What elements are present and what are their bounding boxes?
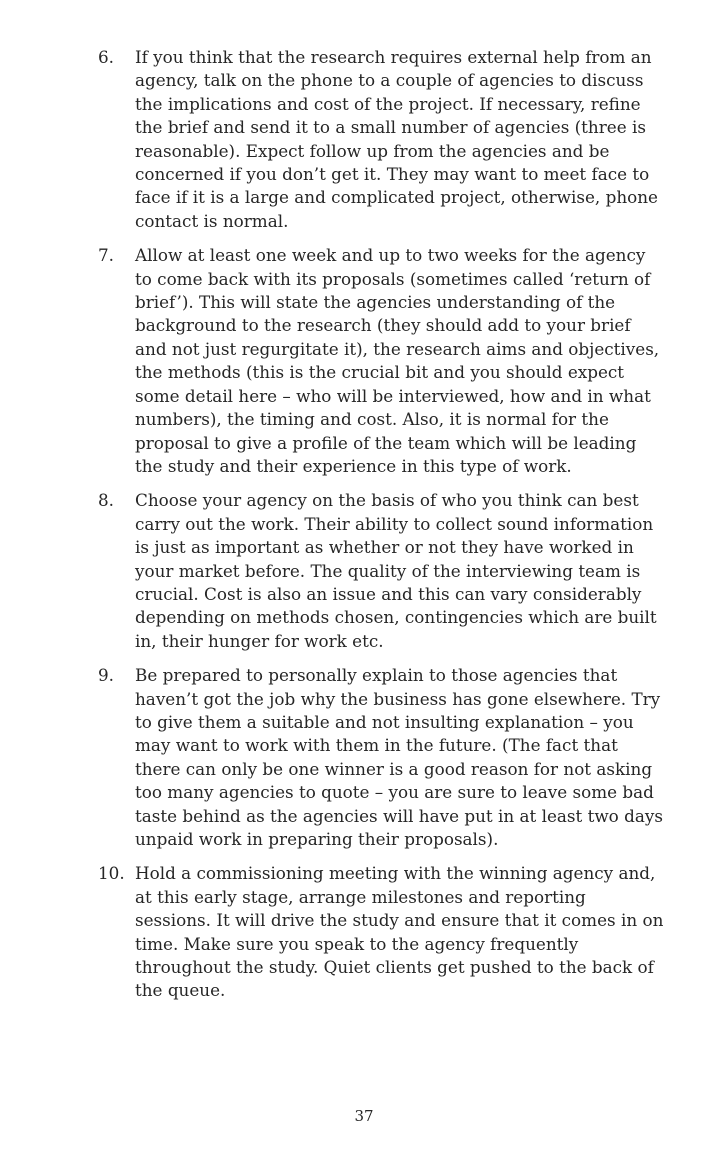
list-item-number: 7. xyxy=(98,245,115,266)
list-item-7 xyxy=(98,244,664,478)
list-item-number: 10. xyxy=(98,863,125,884)
list-item-text: Hold a commissioning meeting with the winning agency and, at this early stage, arrange milestones and reporting sessions. It will drive the study and ensure that it comes in on time. Make sure you speak to the agency frequently throughout the study. Quiet clients get pushed to the back of the queue. xyxy=(135,863,664,1001)
list-item-number: 8. xyxy=(98,490,115,511)
list-item-text: Allow at least one week and up to two weeks for the agency to come back with its proposals (sometimes called ‘return of brief’). This will state the agencies understanding of the background to the research (they should add to your brief and not just regurgitate it), the research aims and objectives, the methods (this is the crucial bit and you should expect some detail here – who will be interviewed, how and in what numbers), the timing and cost. Also, it is normal for the proposal to give a profile of the team which will be leading the study and their experience in this type of work. xyxy=(135,245,660,476)
list-item-number: 6. xyxy=(98,47,115,67)
list-item-text: If you think that the research requires external help from an agency, talk on the phone to a couple of agencies to discuss the implications and cost of the project. If necessary, refine the brief and send it to a small number of agencies (three is reasonable). Expect follow up from the agencies and be concerned if you don’t get it. They may want to meet face to face if it is a large and complicated project, otherwise, phone contact is normal. xyxy=(135,47,658,231)
list-item-9 xyxy=(98,664,664,851)
list-item-text: Be prepared to personally explain to those agencies that haven’t got the job why the business has gone elsewhere. Try to give them a suitable and not insulting explanation – you may want to work with them in the future. (The fact that there can only be one winner is a good reason for not asking too many agencies to quote – you are sure to leave some bad taste behind as the agencies will have put in at least two days unpaid work in preparing their proposals). xyxy=(135,665,663,849)
list-item-text: Choose your agency on the basis of who you think can best carry out the work. Their ability to collect sound information is just as important as whether or not they have worked in your market before. The quality of the interviewing team is crucial. Cost is also an issue and this can vary considerably depending on methods chosen, contingencies which are built in, their hunger for work etc. xyxy=(135,490,657,651)
page-number: 37 xyxy=(354,1107,374,1125)
page-body xyxy=(98,46,664,1014)
list-item-number: 9. xyxy=(98,665,115,686)
list-item-10 xyxy=(98,862,664,1002)
list-item-6 xyxy=(98,46,664,233)
list-item-8 xyxy=(98,489,664,653)
